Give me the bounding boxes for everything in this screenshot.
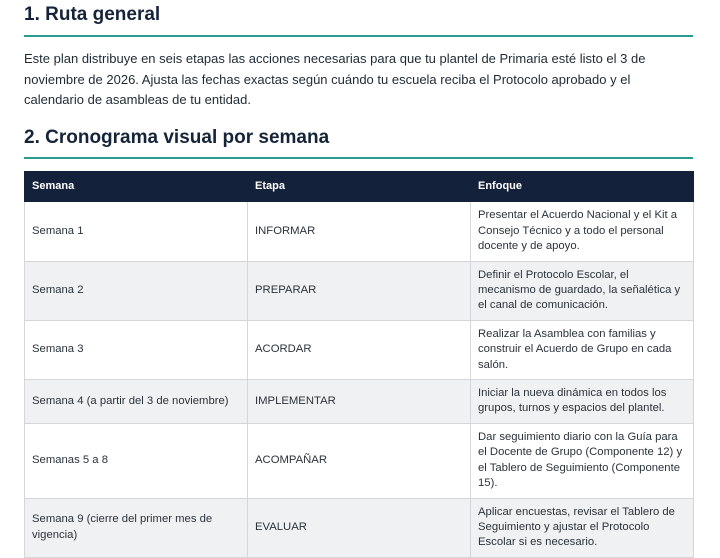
cell-enfoque: Definir el Protocolo Escolar, el mecanismo de guardado, la señalética y el canal de comunicación. bbox=[471, 261, 694, 320]
cell-semana: Semana 4 (a partir del 3 de noviembre) bbox=[25, 380, 248, 424]
cell-semana: Semana 1 bbox=[25, 202, 248, 261]
table-header-row bbox=[25, 172, 694, 202]
cell-semana: Semana 9 (cierre del primer mes de vigencia) bbox=[25, 498, 248, 557]
schedule-table bbox=[24, 171, 694, 558]
cell-enfoque: Realizar la Asamblea con familias y construir el Acuerdo de Grupo en cada salón. bbox=[471, 320, 694, 379]
cell-semana: Semanas 5 a 8 bbox=[25, 423, 248, 498]
column-header-enfoque: Enfoque bbox=[471, 172, 694, 202]
column-header-semana: Semana bbox=[25, 172, 248, 202]
cell-etapa: ACOMPAÑAR bbox=[248, 423, 471, 498]
table-row bbox=[25, 423, 694, 498]
cell-enfoque: Iniciar la nueva dinámica en todos los grupos, turnos y espacios del plantel. bbox=[471, 380, 694, 424]
cell-enfoque: Aplicar encuestas, revisar el Tablero de Seguimiento y ajustar el Protocolo Escolar si es necesario. bbox=[471, 498, 694, 557]
cell-etapa: PREPARAR bbox=[248, 261, 471, 320]
heading-underline bbox=[24, 35, 693, 37]
cell-etapa: IMPLEMENTAR bbox=[248, 380, 471, 424]
section-heading-cronograma: 2. Cronograma visual por semana bbox=[24, 127, 330, 148]
column-header-etapa: Etapa bbox=[248, 172, 471, 202]
cell-semana: Semana 2 bbox=[25, 261, 248, 320]
table-row bbox=[25, 380, 694, 424]
table-row bbox=[25, 261, 694, 320]
cell-semana: Semana 3 bbox=[25, 320, 248, 379]
section-heading-ruta-general: 1. Ruta general bbox=[24, 4, 161, 25]
cell-enfoque: Presentar el Acuerdo Nacional y el Kit a Consejo Técnico y a todo el personal docente y de apoyo. bbox=[471, 202, 694, 261]
cell-enfoque: Dar seguimiento diario con la Guía para el Docente de Grupo (Componente 12) y el Tablero de Seguimiento (Componente 15). bbox=[471, 423, 694, 498]
cell-etapa: EVALUAR bbox=[248, 498, 471, 557]
cell-etapa: ACORDAR bbox=[248, 320, 471, 379]
heading-underline bbox=[24, 157, 693, 159]
intro-paragraph: Este plan distribuye en seis etapas las acciones necesarias para que tu plantel de Primaria esté listo el 3 de noviembre de 2026. Ajusta las fechas exactas según cuándo tu escuela reciba el Protocolo aprobado y el calendario de asambleas de tu entidad. bbox=[24, 51, 646, 107]
table-row bbox=[25, 498, 694, 557]
cell-etapa: INFORMAR bbox=[248, 202, 471, 261]
table-row bbox=[25, 202, 694, 261]
table-row bbox=[25, 320, 694, 379]
